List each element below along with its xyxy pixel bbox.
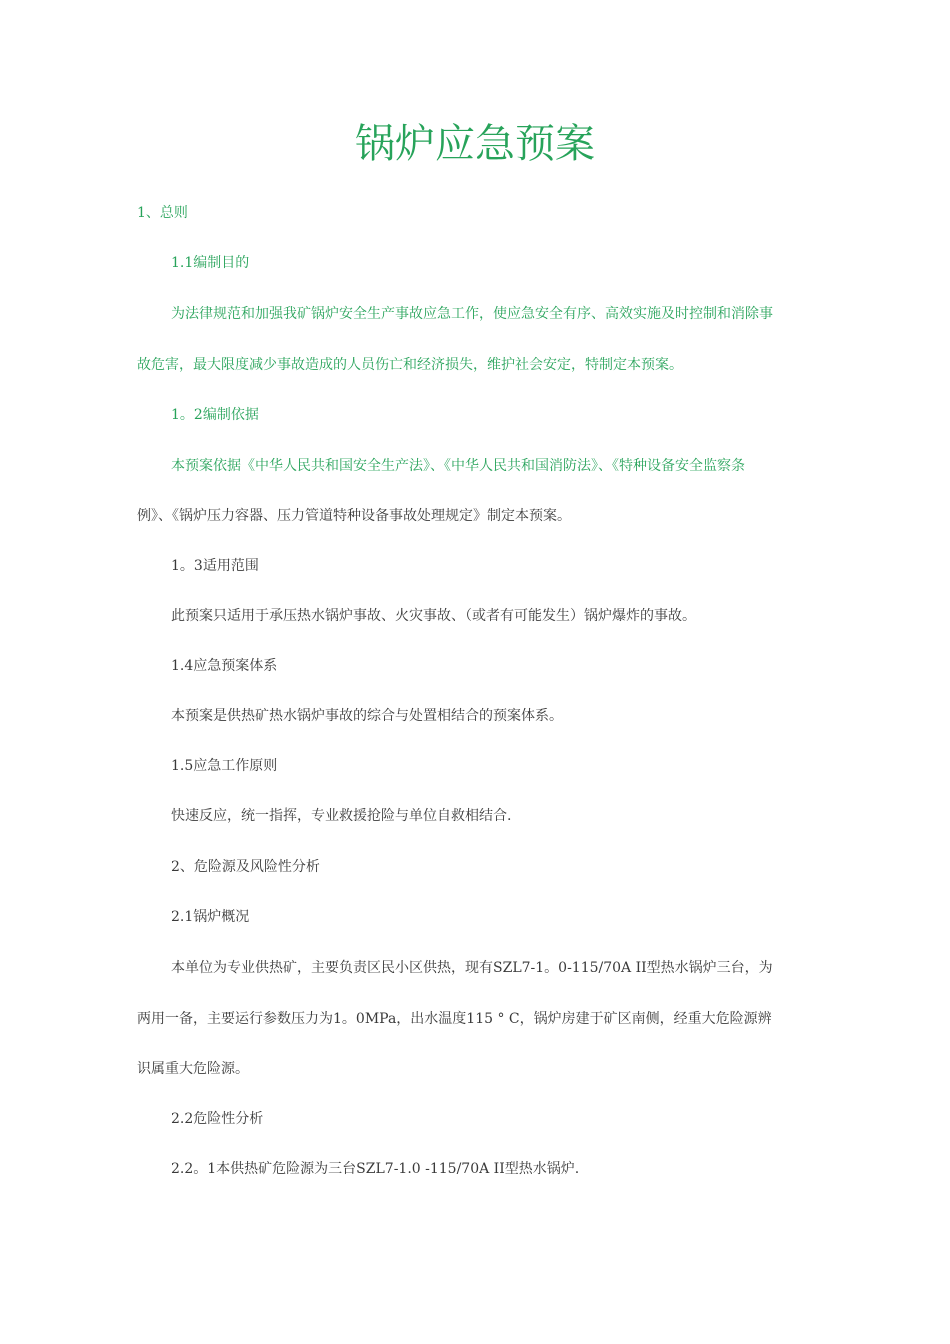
body-text-line: 此预案只适用于承压热水锅炉事故、火灾事故、（或者有可能发生）锅炉爆炸的事故。: [171, 608, 696, 624]
subsection-heading-basis: 1。2编制依据: [171, 407, 259, 423]
body-text-line: 本预案依据《中华人民共和国安全生产法》、《中华人民共和国消防法》、《特种设备安全监察条: [171, 458, 745, 474]
body-text-line: 例》、《锅炉压力容器、压力管道特种设备事故处理规定》制定本预案。: [137, 508, 571, 524]
body-text-line: 快速反应，统一指挥，专业救援抢险与单位自救相结合.: [171, 808, 512, 824]
body-text-line: 识属重大危险源。: [137, 1061, 249, 1077]
subsection-heading-system: 1.4应急预案体系: [171, 658, 278, 674]
body-text-line: 故危害，最大限度减少事故造成的人员伤亡和经济损失，维护社会安定，特制定本预案。: [137, 357, 683, 373]
subsection-heading-boiler-overview: 2.1锅炉概况: [171, 909, 250, 925]
subsection-heading-principles: 1.5应急工作原则: [171, 758, 278, 774]
section-heading-hazard: 2、危险源及风险性分析: [171, 859, 320, 875]
body-text-line: 本单位为专业供热矿，主要负责区民小区供热，现有SZL7-1。0-115/70A II型热水锅炉三台，为: [171, 960, 773, 976]
subsection-heading-scope: 1。3适用范围: [171, 558, 259, 574]
subsection-heading-risk-analysis: 2.2危险性分析: [171, 1111, 264, 1127]
body-text-line: 本预案是供热矿热水锅炉事故的综合与处置相结合的预案体系。: [171, 708, 563, 724]
body-text-line: 两用一备，主要运行参数压力为1。0MPa，出水温度115 ° C，锅炉房建于矿区南侧，经重大危险源辨: [137, 1011, 772, 1027]
body-text-line: 为法律规范和加强我矿锅炉安全生产事故应急工作，使应急安全有序、高效实施及时控制和消除事: [171, 306, 773, 322]
document-title: 锅炉应急预案: [355, 121, 595, 167]
section-heading-general: 1、总则: [137, 205, 188, 221]
subsection-heading-purpose: 1.1编制目的: [171, 255, 250, 271]
body-text-line: 2.2。1本供热矿危险源为三台SZL7-1.0 -115/70A II型热水锅炉.: [171, 1161, 580, 1177]
